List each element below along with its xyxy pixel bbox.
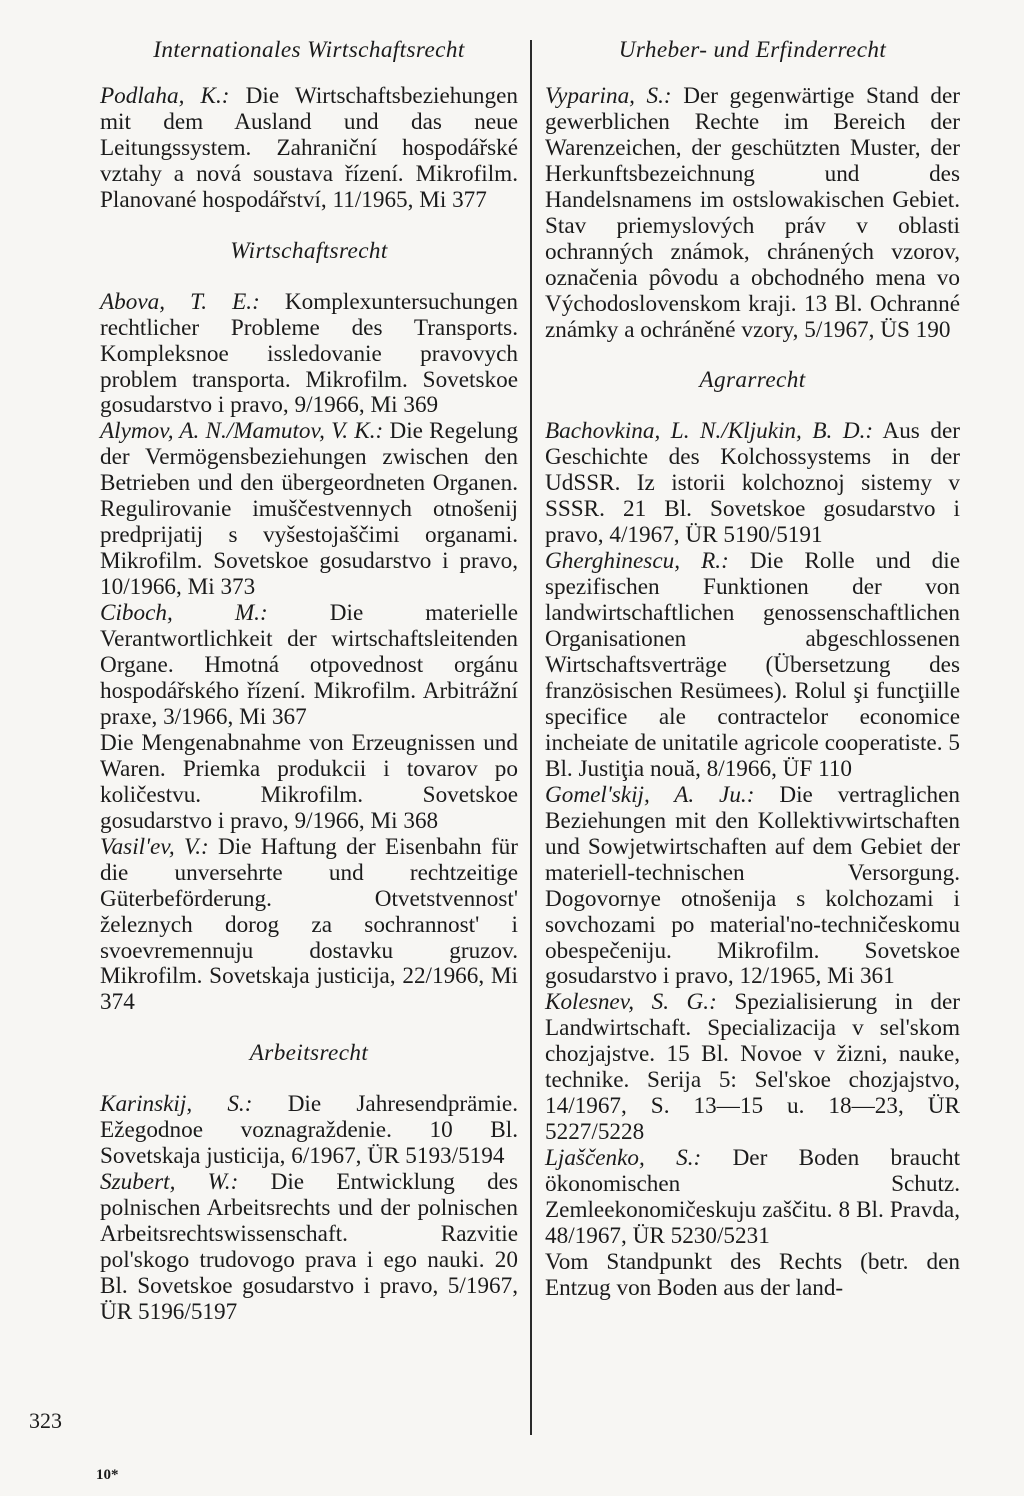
entry-author: Ciboch, M.: [100, 600, 268, 627]
bibliography-entry [100, 1092, 518, 1170]
entry-author: Ljaščenko, S.: [545, 1145, 702, 1172]
entry-text: Der Boden braucht ökonomischen Schutz. Zemleekonomičeskuju zaščitu. 8 Bl. Pravda, 48/1967, ÜR 5230/5231 [545, 1145, 961, 1249]
bibliography-entry [545, 84, 960, 344]
column-divider [530, 40, 532, 1435]
bibliography-entry [100, 1170, 518, 1326]
entry-text: Spezialisierung in der Landwirtschaft. Specializacija v sel'skom chozjajstve. 15 Bl. Novoe v žizni, nauke, technike. Serija 5: Sel'skoe chozjajstvo, 14/1967, S. 13—15 u. 18—23, ÜR 5227/5228 [545, 989, 960, 1146]
bibliography-entry [100, 290, 518, 420]
entry-author: Gherghinescu, R.: [545, 548, 729, 575]
entry-text: Komplexuntersuchungen rechtlicher Probleme des Transports. Kompleksnoe issledovanie pravovych problem transporta. Mikrofilm. Sovetskoe gosudarstvo i pravo, 9/1966, Mi 369 [100, 288, 519, 419]
entry-author: Alymov, A. N./Mamutov, V. K.: [100, 418, 384, 445]
entry-text: Vom Standpunkt des Rechts (betr. den Entzug von Boden aus der land- [545, 1248, 960, 1301]
entry-text: Die Rolle und die spezifischen Funktionen der von landwirtschaftlichen genossenschaftlichen Organisationen abgeschlossenen Wirtschaftsverträge (Übersetzung des französischen Resümees). Rolul şi funcţiille specifice ale contractelor economice incheiate de unitatile agricole cooperatiste. 5 Bl. Justiţia nouă, 8/1966, ÜF 110 [545, 548, 960, 782]
entry-text: Die Wirtschaftsbeziehungen mit dem Ausland und das neue Leitungssystem. Zahraniční hospodářské vztahy a nová soustava řízení. Mikrofilm. Planované hospodářství, 11/1965, Mi 377 [100, 82, 519, 213]
left-column [100, 38, 518, 1326]
bibliography-entry [545, 419, 960, 549]
column-header: Urheber- und Erfinderrecht [618, 37, 887, 63]
entry-author: Bachovkina, L. N./Kljukin, B. D.: [545, 418, 874, 445]
entry-author: Vasil'ev, V.: [100, 833, 209, 860]
bibliography-entry [100, 419, 518, 601]
entry-text: Die Mengenabnahme von Erzeugnissen und Waren. Priemka produkcii i tovarov po količestvu. Mikrofilm. Sovetskoe gosudarstvo i pravo, 9/1966, Mi 368 [100, 729, 518, 834]
bibliography-entry [100, 84, 518, 214]
entry-author: Szubert, W.: [100, 1169, 239, 1196]
bibliography-entry [545, 1250, 960, 1302]
bibliography-entry [545, 783, 960, 991]
entry-text: Die vertraglichen Beziehungen mit den Kollektivwirtschaften und Sowjetwirtschaften auf dem Gebiet der materiell-technischen Versorgung. Dogovornye otnošenija s kolchozami i sovchozami po material'no-techničeskomu obespečeniju. Mikrofilm. Sovetskoe gosudarstvo i pravo, 12/1965, Mi 361 [545, 781, 961, 990]
column-header: Internationales Wirtschaftsrecht [153, 37, 465, 63]
entry-author: Podlaha, K.: [100, 82, 230, 109]
section-heading: Agrarrecht [699, 367, 806, 394]
bibliography-entry [100, 601, 518, 731]
right-column [545, 38, 960, 1302]
signature-mark: 10* [96, 1467, 119, 1483]
entry-text: Die Jahresendprämie. Ežegodnoe voznagraždenie. 10 Bl. Sovetskaja justicija, 6/1967, ÜR 5193/5194 [100, 1091, 518, 1170]
section-heading: Arbeitsrecht [249, 1040, 369, 1067]
entry-author: Abova, T. E.: [100, 288, 260, 315]
bibliography-entry [100, 731, 518, 835]
page-number: 323 [29, 1408, 62, 1433]
entry-text: Aus der Geschichte des Kolchossystems in der UdSSR. Iz istorii kolchoznoj sistemy v SSSR. 21 Bl. Sovetskoe gosudarstvo i pravo, 4/1967, ÜR 5190/5191 [545, 418, 960, 549]
bibliography-entry [100, 835, 518, 1017]
entry-text: Die Regelung der Vermögensbeziehungen zwischen den Betrieben und den übergeordneten Organen. Regulirovanie imuščestvennych otnošenij predprijatij s vyšestojaščimi organami. Mikrofilm. Sovetskoe gosudarstvo i pravo, 10/1966, Mi 373 [100, 418, 518, 601]
bibliography-entry [545, 1146, 960, 1250]
entry-text: Der gegenwärtige Stand der gewerblichen Rechte im Bereich der Warenzeichen, der geschützten Muster, der Herkunftsbezeichnung und des Handelsnamens im ostslowakischen Gebiet. Stav priemyslových práv v oblasti ochranných známok, chránených vzorov, označenia pôvodu a obchodného mena vo Východoslovenskom kraji. 13 Bl. Ochranné známky a ochráněné vzory, 5/1967, ÜS 190 [545, 82, 961, 343]
bibliography-entry [545, 549, 960, 783]
entry-author: Karinskij, S.: [100, 1091, 253, 1118]
entry-text: Die Haftung der Eisenbahn für die unversehrte und rechtzeitige Güterbeförderung. Otvetstvennost' železnych dorog za sochrannost' i svoevremennuju dostavku gruzov. Mikrofilm. Sovetskaja justicija, 22/1966, Mi 374 [100, 833, 519, 1016]
entry-text: Die Entwicklung des polnischen Arbeitsrechts und der polnischen Arbeitsrechtswissenschaft. Razvitie pol'skogo trudovogo prava i ego nauki. 20 Bl. Sovetskoe gosudarstvo i pravo, 5/1967, ÜR 5196/5197 [100, 1169, 518, 1325]
entry-author: Kolesnev, S. G.: [545, 989, 717, 1016]
entry-text: Die materielle Verantwortlichkeit der wirtschaftsleitenden Organe. Hmotná otpovednost orgánu hospodářského řízení. Mikrofilm. Arbitrážní praxe, 3/1966, Mi 367 [100, 600, 518, 730]
section-heading: Wirtschaftsrecht [230, 237, 388, 264]
entry-author: Vyparina, S.: [545, 82, 672, 109]
entry-author: Gomel'skij, A. Ju.: [545, 781, 755, 808]
bibliography-entry [545, 990, 960, 1146]
